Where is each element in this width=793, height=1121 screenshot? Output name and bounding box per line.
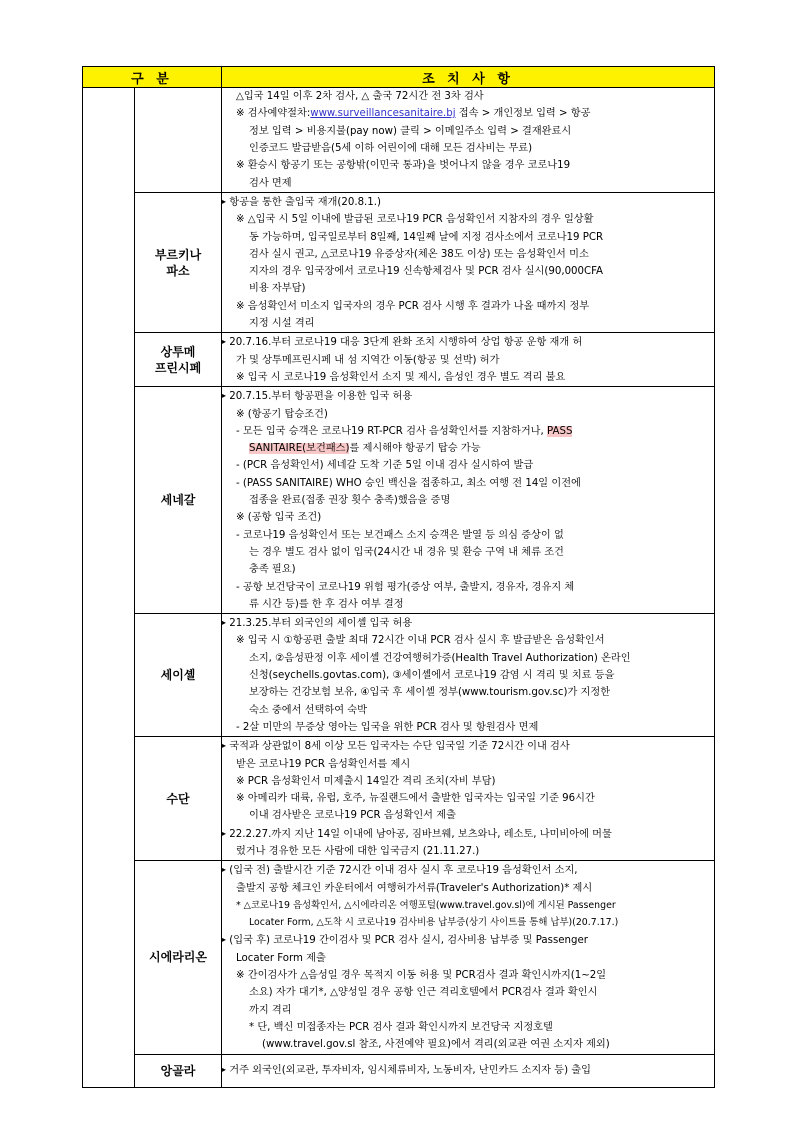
table-row [83, 88, 715, 193]
triangle-bullet-icon: ▸ [222, 865, 227, 875]
table-row [83, 614, 715, 737]
country-sao-tome: 상투메 프린시페 [135, 333, 222, 387]
booking-link[interactable]: www.surveillancesanitaire.bj [310, 108, 456, 120]
triangle-bullet-icon: ▸ [222, 197, 227, 206]
table-row [83, 333, 715, 387]
triangle-bullet-icon: ▸ [222, 1065, 227, 1075]
country-senegal: 세네갈 [135, 387, 222, 614]
triangle-bullet-icon: ▸ [222, 741, 227, 751]
table-row [83, 1054, 715, 1087]
measures-cell: ▸ 국적과 상관없이 8세 이상 모든 입국자는 수단 입국일 기준 72시간 이내 검사 받은 코로나19 PCR 음성확인서를 제시 ※ PCR 음성확인서 미제출시 14일간 격리 조치(자비 부담) ※ 아메리카 대륙, 유럽, 호주, 뉴질랜드에서 출발한 입국자는 입국일 기준 96시간 이내 검사받은 코로나19 PCR 음성확인서 제출 ▸ 22.2.27.까지 지난 14일 이내에 남아공, 짐바브웨, 보츠와나, 레소토, 나미비아에 머물 렀거나 경유한 모든 사람에 대한 입국금지 (21.11.27.) [222, 737, 715, 861]
triangle-bullet-icon: ▸ [222, 618, 227, 628]
table-row [83, 861, 715, 1054]
measures-cell: ▸ (입국 전) 출발시간 기준 72시간 이내 검사 실시 후 코로나19 음성확인서 소지, 출발지 공항 체크인 카운터에서 여행허가서류(Traveler's Authorization)* 제시 * △코로나19 음성확인서, △시에라리온 여행포털(www.travel.gov.sl)에 게시된 Passenger Locater Form, △도착 시 코로나19 검사비용 납부증(상기 사이트를 통해 납부)(20.7.17.) ▸ (입국 후) 코로나19 간이검사 및 PCR 검사 실시, 검사비용 납부증 및 Passenger Locater Form 제출 ※ 간이검사가 △음성일 경우 목적지 이동 허용 및 PCR검사 결과 확인시까지(1~2일 소요) 자가 대기*, △양성일 경우 공항 인근 격리호텔에서 PCR검사 결과 확인시 까지 격리 * 단, 백신 미접종자는 PCR 검사 결과 확인시까지 보건당국 지정호텔 (www.travel.gov.sl 참조, 사전예약 필요)에서 격리(외교관 여권 소지자 제외) [222, 861, 715, 1054]
country-sudan: 수단 [135, 737, 222, 861]
header-category: 구 분 [83, 67, 222, 88]
measures-cell: ▸ 거주 외국인(외교관, 투자비자, 임시체류비자, 노동비자, 난민카드 소지자 등) 출입 [222, 1054, 715, 1087]
measures-cell: ▸ 21.3.25.부터 외국인의 세이셸 입국 허용 ※ 입국 시 ①항공편 출발 최대 72시간 이내 PCR 검사 실시 후 발급받은 음성확인서 소지, ②음성판정 이후 세이셸 건강여행허가증(Health Travel Authorization) 온라인 신청(seychells.govtas.com), ③세이셸에서 코로나19 감염 시 격리 및 치료 등을 보장하는 건강보험 보유, ④입국 후 세이셸 정부(www.tourism.gov.sc)가 지정한 숙소 중에서 선택하여 숙박 - 2살 미만의 무증상 영아는 입국을 위한 PCR 검사 및 항원검사 면제 [222, 614, 715, 737]
highlight-pass: PASS [547, 425, 573, 437]
region-cell [83, 88, 135, 1088]
measures-table [82, 66, 715, 1088]
triangle-bullet-icon: ▸ [222, 828, 227, 838]
highlight-pass-sanitaire: SANITAIRE(보건패스) [249, 443, 350, 455]
triangle-bullet-icon: ▸ [222, 935, 227, 945]
country-seychelles: 세이셸 [135, 614, 222, 737]
measures-cell: △입국 14일 이후 2차 검사, △ 출국 72시간 전 3차 검사 ※ 검사예약절차:www.surveillancesanitaire.bj 접속 > 개인정보 입력 > 항공 정보 입력 > 비용지불(pay now) 클릭 > 이메일주소 입력 > 결재완료시 인증코드 발급받음(5세 이하 어린이에 대해 모든 검사비는 무료) ※ 환승시 항공기 또는 공항밖(이민국 통과)을 벗어나지 않을 경우 코로나19 검사 면제 [222, 88, 715, 193]
triangle-bullet-icon: ▸ [222, 337, 227, 347]
table-row [83, 737, 715, 861]
header-measures: 조 치 사 항 [222, 67, 715, 88]
country-angola: 앙골라 [135, 1054, 222, 1087]
measures-cell: ▸ 20.7.15.부터 항공편을 이용한 입국 허용 ※ (항공기 탑승조건) - 모든 입국 승객은 코로나19 RT-PCR 검사 음성확인서를 지참하거나, PASS SANITAIRE(보건패스)를 제시해야 항공기 탑승 가능 - (PCR 음성확인서) 세네갈 도착 기준 5일 이내 검사 실시하여 발급 - (PASS SANITAIRE) WHO 승인 백신을 접종하고, 최소 여행 전 14일 이전에 접종을 완료(접종 권장 횟수 충족)했음을 증명 ※ (공항 입국 조건) - 코로나19 음성확인서 또는 보건패스 소지 승객은 발열 등 의심 증상이 없 는 경우 별도 검사 없이 입국(24시간 내 경유 및 환승 구역 내 체류 조건 충족 필요) - 공항 보건당국이 코로나19 위험 평가(증상 여부, 출발지, 경유자, 경유지 체 류 시간 등)를 한 후 검사 여부 결정 [222, 387, 715, 614]
measures-cell: ▸ 20.7.16.부터 코로나19 대응 3단계 완화 조치 시행하여 상업 항공 운항 재개 허 가 및 상투메프린시페 내 섬 지역간 이동(항공 및 선박) 허가 ※ 입국 시 코로나19 음성확인서 소지 및 제시, 음성인 경우 별도 격리 불요 [222, 333, 715, 387]
triangle-bullet-icon: ▸ [222, 391, 227, 401]
country-burkina-faso: 부르키나 파소 [135, 193, 222, 333]
measures-cell: ▸ 항공을 통한 출입국 재개(20.8.1.) ※ △입국 시 5일 이내에 발급된 코로나19 PCR 음성확인서 지참자의 경우 일상활 동 가능하며, 입국일로부터 8일째, 14일째 날에 지정 검사소에서 코로나19 PCR 검사 실시 권고, △코로나19 유증상자(체온 38도 이상) 또는 음성확인서 미소 지자의 경우 입국장에서 코로나19 신속항체검사 및 PCR 검사 실시(90,000CFA 비용 자부담) ※ 음성확인서 미소지 입국자의 경우 PCR 검사 시행 후 결과가 나올 때까지 정부 지정 시설 격리 [222, 193, 715, 333]
table-row [83, 387, 715, 614]
table-row [83, 193, 715, 333]
country-sierra-leone: 시에라리온 [135, 861, 222, 1054]
country-cell [135, 88, 222, 193]
